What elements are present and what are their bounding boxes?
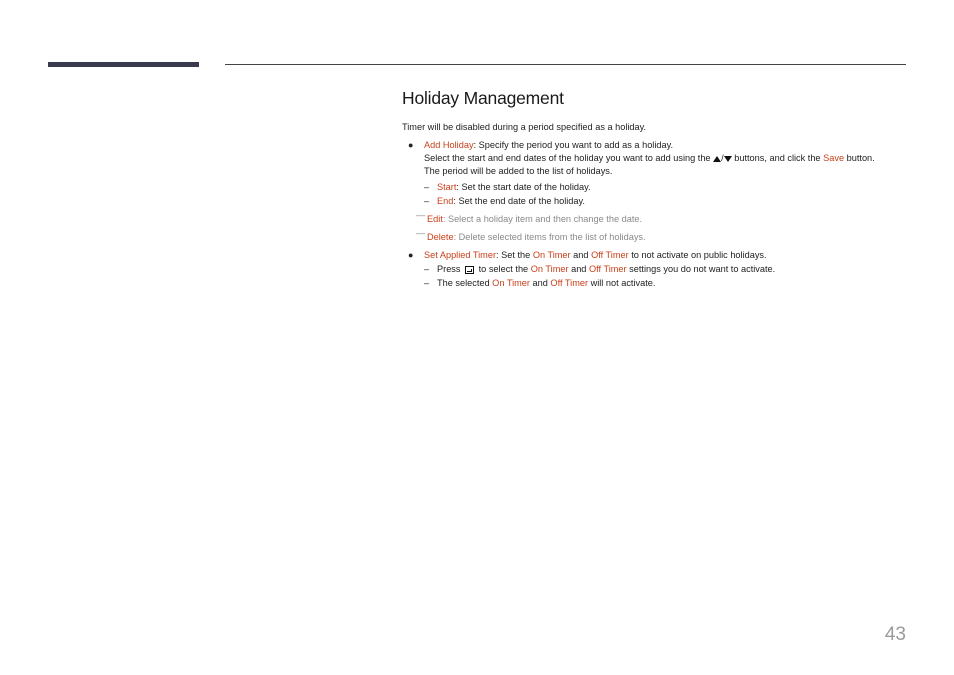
page-number: 43 — [884, 624, 906, 645]
chapter-marker-bar — [48, 62, 199, 67]
add-holiday-label: Add Holiday — [424, 140, 474, 150]
intro-text: Timer will be disabled during a period specified as a holiday. — [402, 122, 647, 132]
list-item-add-holiday: ● Add Holiday: Specify the period you want to add as a holiday. Select the start and end dates of the holiday you want to add using the / buttons, and click the Save button. The period will be added to the list of holidays. – Start: Set the start date of the holiday. – End: Set the end date of the holiday. — [402, 139, 902, 208]
save-label: Save — [823, 153, 845, 163]
end-label: End — [437, 196, 454, 206]
start-label: Start — [437, 182, 457, 192]
sub-item-start: – Start: Set the start date of the holiday. — [424, 182, 591, 192]
up-arrow-icon — [713, 156, 721, 162]
note-icon: — — [416, 228, 426, 238]
sub-item-selected: – The selected On Timer and Off Timer will not activate. — [424, 278, 656, 288]
note-icon: — — [416, 210, 426, 220]
note-edit: — Edit: Select a holiday item and then change the date. — [416, 210, 643, 224]
edit-label: Edit — [427, 214, 443, 224]
bullet-icon: ● — [408, 140, 414, 150]
header-rule — [225, 64, 906, 65]
add-holiday-result-text: The period will be added to the list of holidays. — [424, 166, 613, 176]
sub-item-end: – End: Set the end date of the holiday. — [424, 196, 585, 206]
bullet-icon: ● — [408, 250, 414, 260]
down-arrow-icon — [724, 156, 732, 162]
list-item-set-applied-timer: ● Set Applied Timer: Set the On Timer and Off Timer to not activate on public holidays. – Press to select the On Timer and Off Timer settings you do not want to activate. – The selected On Timer and Off Timer will not activate. — [402, 249, 902, 290]
main-content — [402, 86, 902, 290]
page-title: Holiday Management — [402, 88, 564, 108]
set-applied-timer-label: Set Applied Timer — [424, 250, 497, 260]
note-delete: — Delete: Delete selected items from the list of holidays. — [416, 228, 646, 242]
sub-item-press: – Press to select the On Timer and Off Timer settings you do not want to activate. — [424, 264, 776, 274]
enter-icon — [465, 266, 474, 274]
delete-label: Delete — [427, 232, 454, 242]
